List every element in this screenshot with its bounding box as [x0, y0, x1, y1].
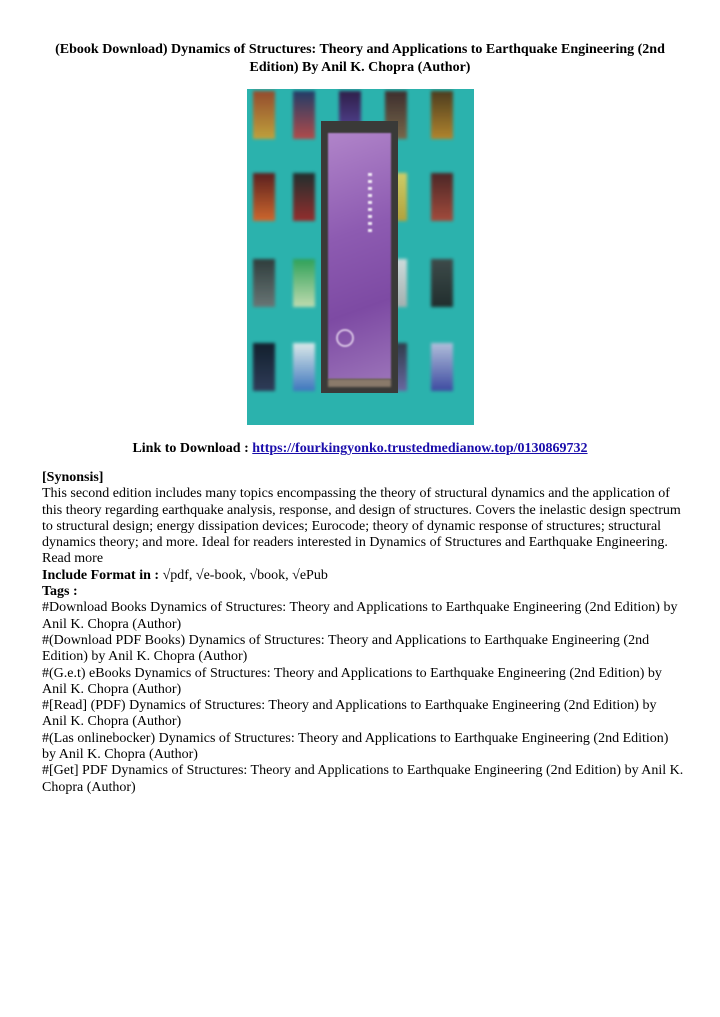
document-body: [42, 470, 684, 796]
synopsis-text: This second edition includes many topics encompassing the theory of structural dynamics and the application of this theory regarding earthquake analysis, response, and design of structures. Covers the inelastic design spectrum to structural design; energy dissipation devices; Eurocode; theory of dynamic response of structures; structural dynamics theory; and more. Ideal for readers interested in Dynamics of Structures and Earthquake Engineering. Read more: [42, 486, 681, 567]
background-thumbnail: [431, 259, 453, 307]
synopsis-heading: [Synonsis]: [42, 470, 104, 485]
book-cover: [328, 133, 391, 379]
background-thumbnail: [253, 173, 275, 221]
tag-item: #[Get] PDF Dynamics of Structures: Theory and Applications to Earthquake Engineering (2nd Edition) by Anil K. Chopra (Author): [42, 763, 684, 795]
background-thumbnail: [253, 343, 275, 391]
format-value: √pdf, √e-book, √book, √ePub: [162, 567, 328, 583]
background-thumbnail: [431, 91, 453, 139]
download-link-label: Link to Download :: [132, 441, 249, 456]
tag-item: #Download Books Dynamics of Structures: Theory and Applications to Earthquake Engineering (2nd Edition) by Anil K. Chopra (Author): [42, 600, 678, 632]
tag-item: #[Read] (PDF) Dynamics of Structures: Theory and Applications to Earthquake Engineering (2nd Edition) by Anil K. Chopra (Author): [42, 698, 657, 730]
book-spine-text: [368, 173, 372, 233]
page-title: (Ebook Download) Dynamics of Structures: Theory and Applications to Earthquake Engineering (2nd Edition) By Anil K. Chopra (Author): [55, 42, 665, 75]
background-thumbnail: [253, 91, 275, 139]
book-cover-image: [247, 89, 474, 425]
download-link-line: [30, 440, 690, 458]
background-thumbnail: [293, 343, 315, 391]
background-thumbnail: [431, 173, 453, 221]
tag-item: #(G.e.t) eBooks Dynamics of Structures: Theory and Applications to Earthquake Engineering (2nd Edition) by Anil K. Chopra (Author): [42, 665, 662, 697]
format-label: Include Format in :: [42, 567, 160, 583]
background-thumbnail: [293, 259, 315, 307]
background-thumbnail: [431, 343, 453, 391]
tags-label: Tags :: [42, 584, 78, 600]
background-thumbnail: [293, 91, 315, 139]
publisher-logo-icon: [336, 329, 354, 347]
tag-item: #(Download PDF Books) Dynamics of Structures: Theory and Applications to Earthquake Engineering (2nd Edition) by Anil K. Chopra (Author): [42, 632, 650, 665]
background-thumbnail: [253, 259, 275, 307]
download-link[interactable]: https://fourkingyonko.trustedmedianow.top/0130869732: [252, 441, 588, 456]
book-shadow: [328, 379, 391, 387]
format-line: [42, 568, 684, 584]
tag-item: #(Las onlinebocker) Dynamics of Structures: Theory and Applications to Earthquake Engineering (2nd Edition) by Anil K. Chopra (Author): [42, 730, 669, 763]
background-thumbnail: [293, 173, 315, 221]
book-frame: [321, 121, 398, 393]
